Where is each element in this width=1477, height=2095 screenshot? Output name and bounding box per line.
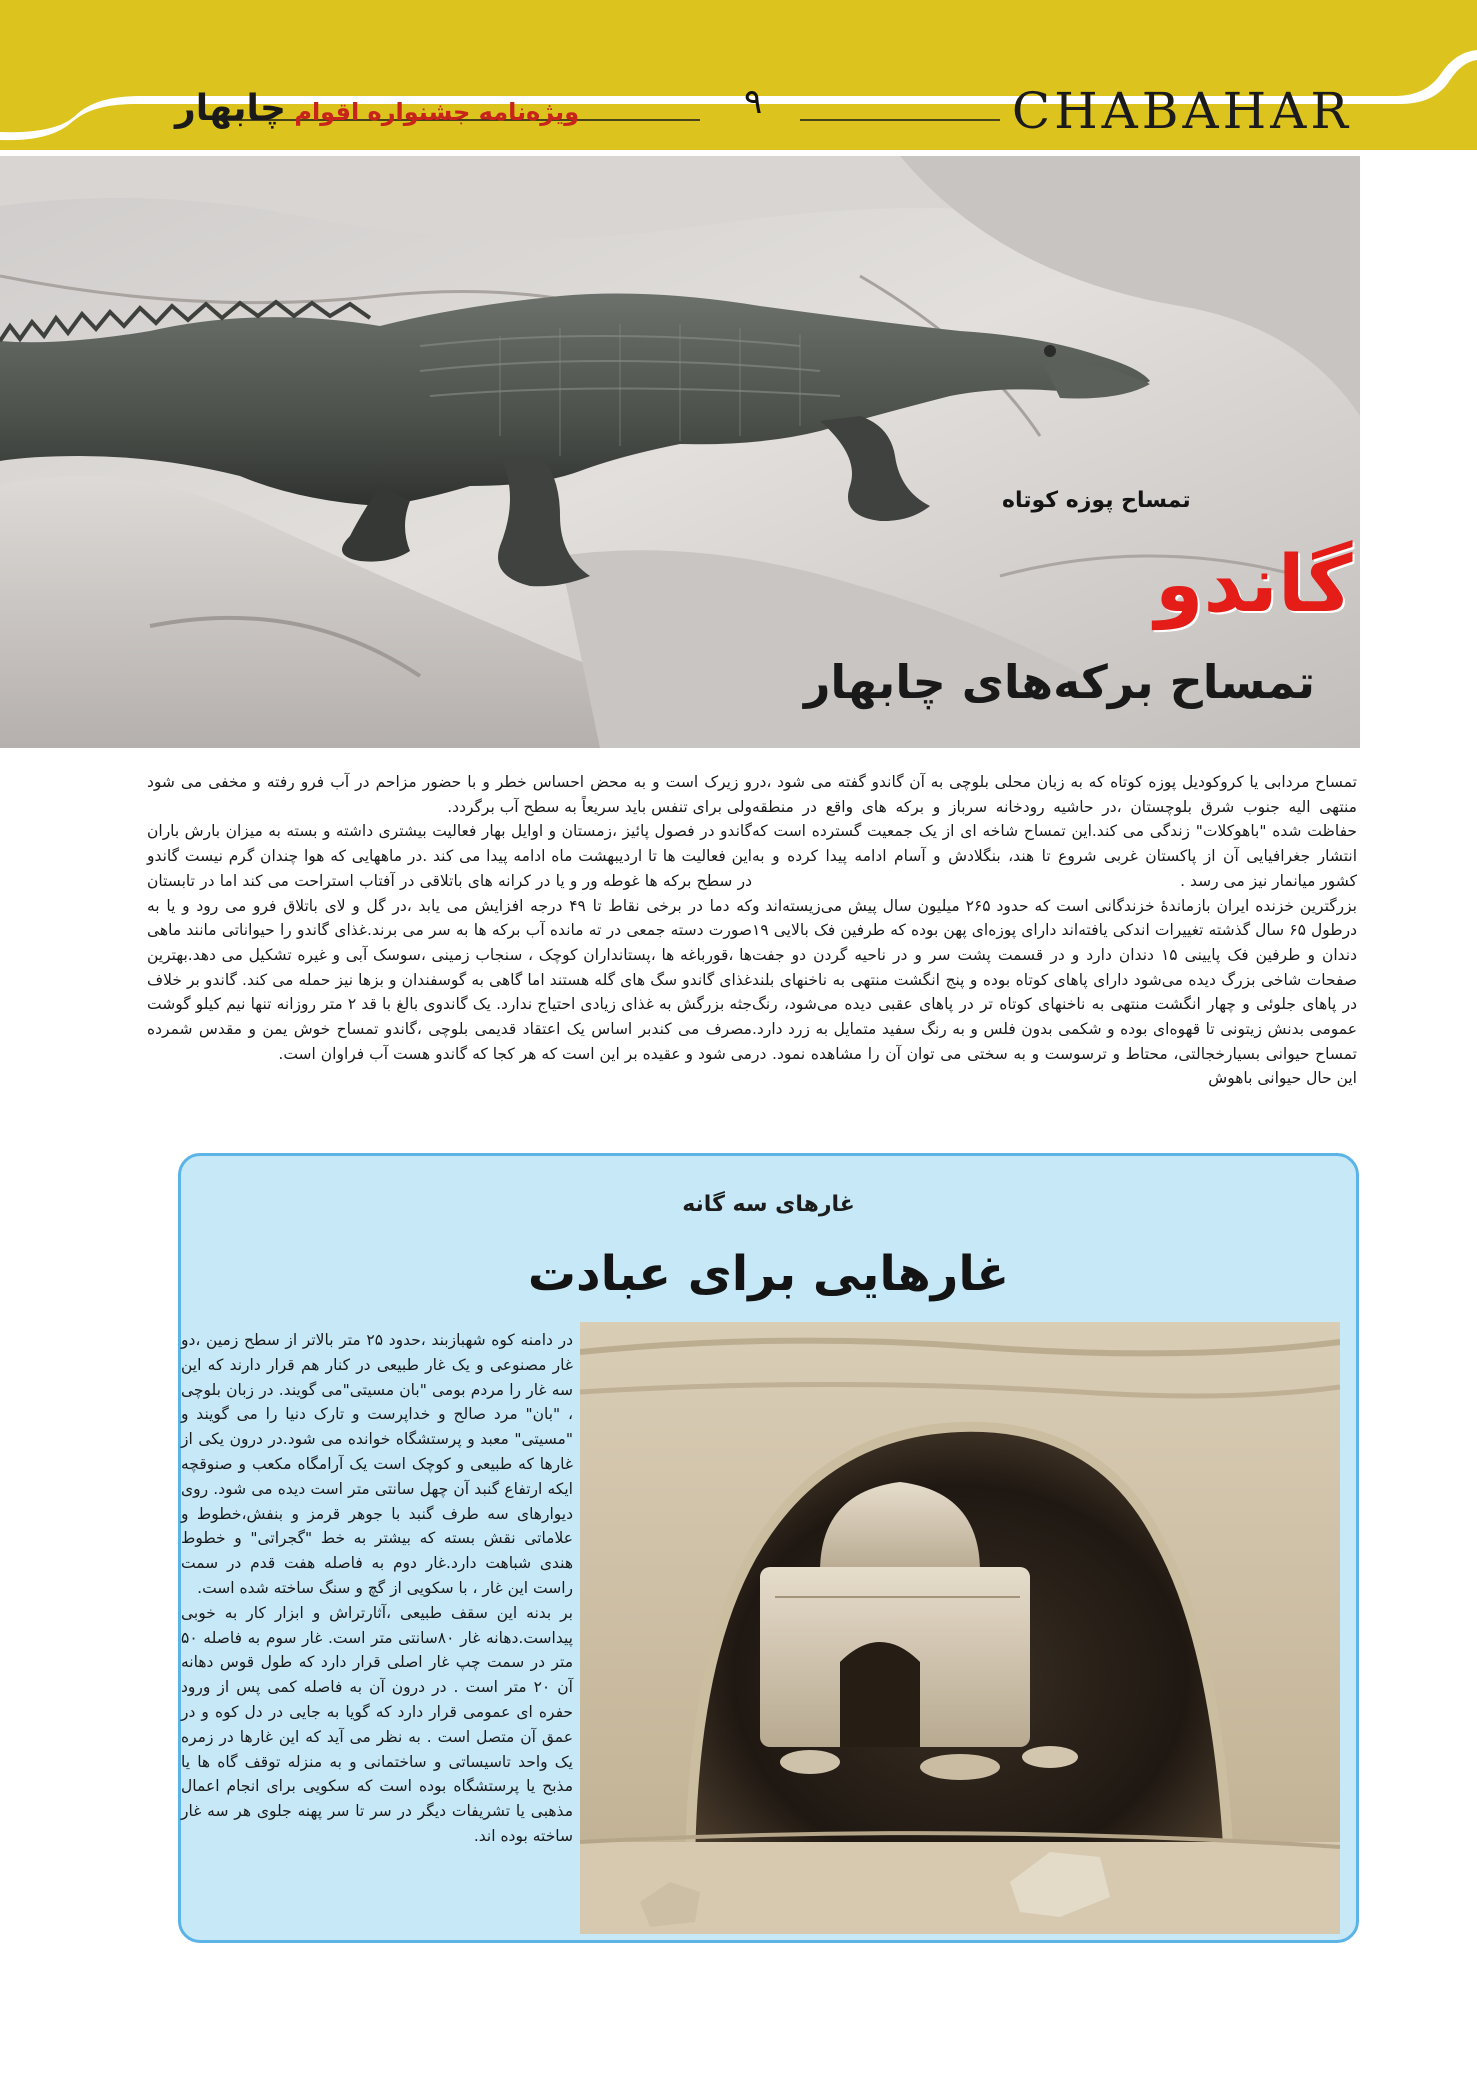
article-column-left <box>147 770 752 1066</box>
caves-feature-box <box>178 1153 1359 1943</box>
issue-title <box>175 88 579 129</box>
paragraph: و زیرک است و به محض احساس خطر و با حضور مزاحم در آب فرو رفته و مخفی می شود ولی برای تنفس باید سریعاً به سطح آب برگردد. <box>147 773 752 816</box>
page-number: ۹ <box>744 82 763 122</box>
paragraph: بر بدنه این سقف طبیعی ،آثارتراش و ابزار کار به خوبی پیداست.دهانه غار ۸۰سانتی متر است. غار سوم به فاصله ۵۰ متر در سمت چپ غار اصلی قرار دارد که طول قوس دهانه آن ۲۰ متر است . در درون آن به فاصله کمی پس از ورود حفره ای عمومی قرار دارد که گویا به جایی در دل کوه و در عمق آن متصل است . به نظر می آید که این غارها در زمره یک واحد تاسیساتی و ساختمانی و به منزله توقف گاه ها یا مذبح یا پرستشگاه بوده است که سکویی برای انجام اعمال مذهبی یا تشریفات دیگر در سر تا سر پهنه جلوی هر سه غار ساخته بوده اند. <box>181 1603 573 1845</box>
box-kicker: غارهای سه گانه <box>682 1192 855 1217</box>
cave-photo <box>580 1322 1340 1934</box>
box-text <box>181 1328 573 1849</box>
paragraph: گاندو در فصول پائیز ،زمستان و اوایل بهار فعالیت بیشتری داشته و بسته به میزان بارش باران این فعالیت ها تا اردیبهشت ماه ادامه پیدا می کند .در ماههایی که هوا چندان گرم نیست گاندو در سطح برکه ها غوطه ور و یا در کرانه های باتلاقی در آفتاب استراحت می کند اما در تابستان که دما در برخی نقاط تا ۴۹ درجه افزایش می یابد ،در گل و لای باتلاق فرو می رود و یا به صورت دسته جمعی در ته مانده آب برکه ها به سر می برند.غذای گاندو را حیواناتی مانند ماهی ها ،قورباغه ها ،پستانداران کوچک ، سنجاب زمینی ،سوسک آبی و غیره تشکیل می دهد.بهترین غذای گاندو سگ های گله هستند اما گاهی به گوسفندان و بزها نیز حمله می کند. گاندو بر خلاف جثه بزرگش به غذای زیادی احتیاج ندارد. یک گاندوی بالغ با قد ۲ متر روزانه تنها نیم کیلو گوشت مصرف می کندبر اساس یک اعتقاد قدیمی بلوچی ،گاندو تمساح خوش یمن و مقدس شمرده می شود و عقیده بر این است که هر کجا که گاندو هست آب فراوان است. <box>147 822 752 1063</box>
issue-prefix: ویژه‌نامه جشنواره اقوام <box>294 98 580 126</box>
paragraph: بزرگترین خزنده ایران بازماندهٔ خزندگانی است که حدود ۲۶۵ میلیون سال پیش می‌زیسته‌اند و درطول ۶۵ سال گذشته تغییرات اندکی یافته‌اند دارای پوزه‌ای پهن بوده که طرفین فک بالایی ۱۹ دندان و طرفین فک پایینی ۱۵ دندان دارد و در قسمت پشت سر و در ناحیه گردن دو جفت صفحات شاخی بزرگ دیده می‌شود دارای پاهای کوتاه بوده و پنج انگشت منتهی به ناخنهای بلند در پاهای جلوئی و چهار انگشت منتهی به ناخنهای کوتاه تر در پاهای عقبی دیده می‌شود، رنگ عمومی بدنش زیتونی تا قهوه‌ای بوده و شکمی بدون فلس و به رنگ سفید متمایل به زرد دارد. تمساح حیوانی بسیارخجالتی، محتاط و ترسوست و به سختی می توان آن را مشاهده نمود. در این حال حیوانی باهوش <box>752 896 1358 1088</box>
article-subtitle: تمساح برکه‌های چابهار <box>803 655 1315 709</box>
paragraph: در دامنه کوه شهبازبند ،حدود ۲۵ متر بالاتر از سطح زمین ،دو غار مصنوعی و یک غار طبیعی در کنار هم قرار دارند که این سه غار را مردم بومی "بان مسیتی"می گویند. در زبان بلوچی ، "بان" مرد صالح و خداپرست و تارک دنیا را می گویند و "مسیتی" معبد و پرستشگاه خوانده می شود.در درون یکی از غارها که طبیعی و کوچک است یک آرامگاه مکعب و صنوقچه ایکه ارتفاع گنبد آن چهل سانتی متر است دیده می شود. روی دیوارهای سه طرف گنبد با جوهر قرمز و بنفش،خطوط و علاماتی نقش بسته که بیشتر به خط "گجراتی" و خطوط هندی شباهت دارد.غار دوم به فاصله هفت قدم در سمت راست این غار ، با سکویی از گچ و سنگ ساخته شده است. <box>181 1331 573 1597</box>
photo-caption: تمساح پوزه کوتاه <box>1002 488 1191 513</box>
box-title: غارهایی برای عبادت <box>527 1246 1010 1302</box>
issue-name: چابهار <box>175 88 286 129</box>
brand-logo: CHABAHAR <box>1011 82 1352 140</box>
paragraph: تمساح مردابی یا کروکودیل پوزه کوتاه که به زبان محلی بلوچی به آن گاندو گفته می شود ،در منتهی الیه جنوب شرق بلوچستان ،در حاشیه رودخانه سرباز و برکه های واقع در منطقه حفاظت شده "باهوکلات" زندگی می کند.این تمساح شاخه ای از یک جمعیت گسترده است که انتشار جغرافیایی آن از پاکستان غربی شروع تا هند، بنگلادش و آسام ادامه پیدا کرده و به کشور میانمار نیز می رسد . <box>752 773 1357 890</box>
article-title: گاندو <box>1155 540 1353 630</box>
article-column-right <box>752 770 1357 1091</box>
